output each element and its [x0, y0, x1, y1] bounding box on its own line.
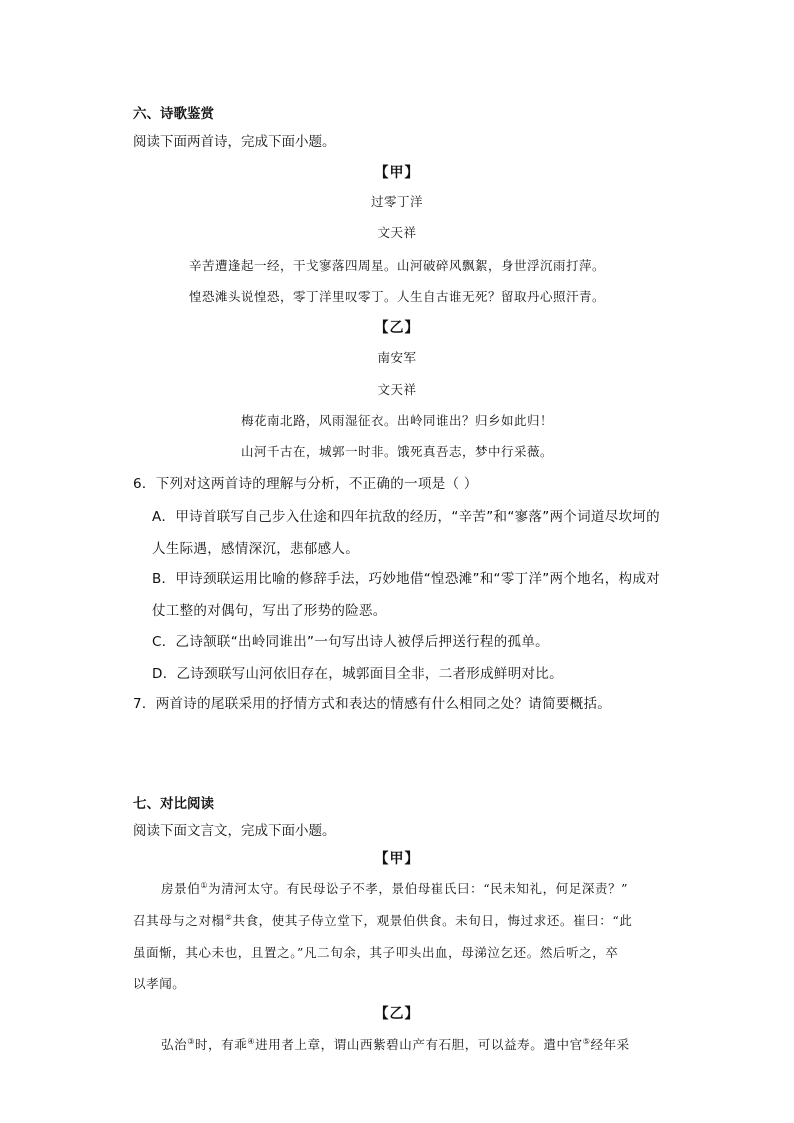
text-a-line-1-start: 房景伯	[161, 881, 201, 896]
text-a-line-3: 虽面惭，其心未也，且置之。”凡二旬余，其子叩头出血，母涕泣乞还。然后听之，卒	[133, 945, 619, 960]
question-7: 7．两首诗的尾联采用的抒情方式和表达的情感有什么相同之处？请简要概括。	[133, 696, 612, 712]
text-a-line-4: 以孝闻。	[133, 976, 186, 991]
question-6-stem: 6．下列对这两首诗的理解与分析，不正确的一项是（ ）	[133, 476, 478, 492]
poem-b-line-1: 梅花南北路，风雨湿征衣。出岭同谁出？归乡如此归！	[240, 413, 553, 428]
footnote-3: ③	[187, 1036, 195, 1046]
poem-a-title: 过零丁洋	[370, 194, 423, 209]
question-6-option-b-cont: 仗工整的对偶句，写出了形势的险恶。	[152, 603, 387, 619]
question-6-option-d: D．乙诗颈联写山河依旧存在，城郭面目全非，二者形成鲜明对比。	[152, 666, 563, 682]
footnote-4: ④	[247, 1036, 256, 1046]
poem-a-author: 文天祥	[377, 225, 417, 240]
text-a-line-2-start: 召其母与之对榻	[133, 913, 225, 928]
section-7-intro: 阅读下面文言文，完成下面小题。	[133, 823, 336, 839]
text-a-line-2-end: 共食，使其子侍立堂下，观景伯供食。未旬日，悔过求还。崔曰：“此	[232, 913, 633, 928]
text-a-marker: 【甲】	[374, 851, 420, 867]
footnote-5: ⑤	[582, 1036, 591, 1046]
question-6-option-c: C．乙诗颔联“出岭同谁出”一句写出诗人被俘后押送行程的孤单。	[152, 634, 549, 650]
poem-a-line-2: 惶恐滩头说惶恐，零丁洋里叹零丁。人生自古谁无死？留取丹心照汗青。	[188, 289, 605, 304]
poem-b-title: 南安军	[377, 350, 417, 365]
text-b-line-1-c: 进用者上章，谓山西紫碧山产有石胆，可以益寿。遣中官	[255, 1037, 583, 1052]
text-b-marker: 【乙】	[374, 1006, 420, 1022]
text-a-line-1	[161, 879, 628, 897]
footnote-2: ②	[224, 912, 233, 922]
question-6-option-a: A．甲诗首联写自己步入仕途和四年抗敌的经历，“辛苦”和“寥落”两个词道尽坎坷的	[152, 509, 660, 525]
section-6-title: 六、诗歌鉴赏	[133, 106, 214, 122]
section-6-intro: 阅读下面两首诗，完成下面小题。	[133, 134, 336, 150]
footnote-1: ①	[200, 880, 209, 890]
question-6-option-b: B．甲诗颈联运用比喻的修辞手法，巧妙地借“惶恐滩”和“零丁洋”两个地名，构成对	[152, 571, 660, 587]
section-7-title: 七、对比阅读	[133, 796, 214, 812]
poem-b-marker: 【乙】	[374, 320, 420, 336]
text-a-line-1-end: 为清河太守。有民母讼子不孝，景伯母崔氏曰：“民未知礼，何足深责？”	[208, 881, 629, 896]
question-6-option-a-cont: 人生际遇，感情深沉，悲郁感人。	[152, 541, 359, 557]
text-b-line-1-d: 经年采	[590, 1037, 630, 1052]
poem-b-author: 文天祥	[377, 382, 417, 397]
text-a-line-2	[133, 911, 632, 929]
text-b-line-1-b: 时，有乖	[194, 1037, 248, 1052]
poem-a-marker: 【甲】	[374, 165, 420, 181]
text-b-line-1	[161, 1035, 630, 1053]
text-b-line-1-a: 弘治	[161, 1037, 188, 1052]
poem-a-line-1: 辛苦遭逢起一经，干戈寥落四周星。山河破碎风飘絮，身世浮沉雨打萍。	[188, 258, 605, 273]
poem-b-line-2: 山河千古在，城郭一时非。饿死真吾志，梦中行采薇。	[240, 444, 553, 459]
